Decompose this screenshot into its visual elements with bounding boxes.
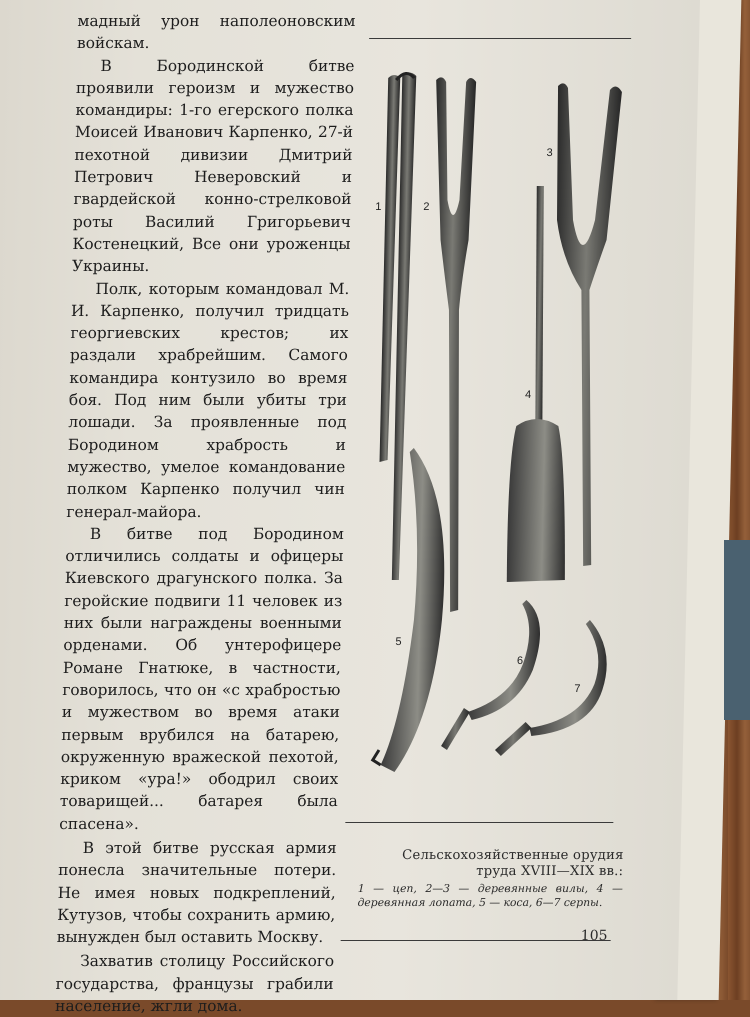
figure-label-5: 5 <box>395 636 402 648</box>
figure-label-6: 6 <box>516 655 524 667</box>
flail-tool <box>377 72 417 580</box>
paragraph-1: мадный урон наполеоновским войскам. <box>76 12 356 53</box>
figure-label-2: 2 <box>423 201 430 213</box>
figure-label-3: 3 <box>546 147 553 159</box>
caption-title: Сельскохозяйственные орудия труда XVIII—XIX вв.: <box>401 848 624 879</box>
main-text-column <box>55 10 356 1017</box>
figure-label-4: 4 <box>524 389 532 401</box>
page-number: 105 <box>580 928 608 944</box>
scythe-tool <box>372 448 447 772</box>
figure-caption <box>357 848 623 910</box>
paragraph-4: В битве под Бородином отличились солдаты и офицеры Киевского драгунского полка. За геройские подвиги 11 человек из них были награждены военными орденами. Об унтерофицере Романе Гнатюке, в частности, говорилось, что он «с храбростью и мужеством во время атаки первым врубился на батарею, окруженную вражеской пехотой, криком «ура!» ободрил своих товарищей... батарея была спасена». <box>59 524 345 833</box>
blue-book-spine <box>724 540 750 720</box>
paragraph-5: В этой битве русская армия понесла значительные потери. Не имея новых подкреплений, Кутузов, чтобы сохранить армию, вынужден был оставить Москву. <box>56 838 337 947</box>
paragraph-3: Полк, которым командовал М. И. Карпенко, получил тридцать георгиевских крестов; их раздали храбрейшим. Самого командира контузило во время боя. Под ним были убиты три лошади. За проявленные под Бородином храбрость и мужество, умелое командование полком Карпенко получил чин генерал-майора. <box>66 279 350 521</box>
figure-label-7: 7 <box>574 683 581 695</box>
top-rule <box>369 38 631 39</box>
paragraph-2: В Бородинской битве проявили героизм и мужество командиры: 1-го егерского полка Моисей Иванович Карпенко, 27-й пехотной дивизии Дмитрий Петрович Неверовский и гвардейской конно-стрелковой роты Василий Григорьевич Костенецкий, Все они уроженцы Украины. <box>71 56 355 276</box>
caption-top-rule <box>345 822 613 823</box>
farm-tools-illustration <box>350 60 656 780</box>
footer-rule <box>341 940 611 941</box>
caption-legend: 1 — цеп, 2—3 — деревянные вилы, 4 — деревянная лопата, 5 — коса, 6—7 серпы. <box>357 882 623 909</box>
paragraph-6: Захватив столицу Российского государства, французы грабили население, жгли дома. <box>54 952 335 1016</box>
figure-label-1: 1 <box>375 201 382 213</box>
